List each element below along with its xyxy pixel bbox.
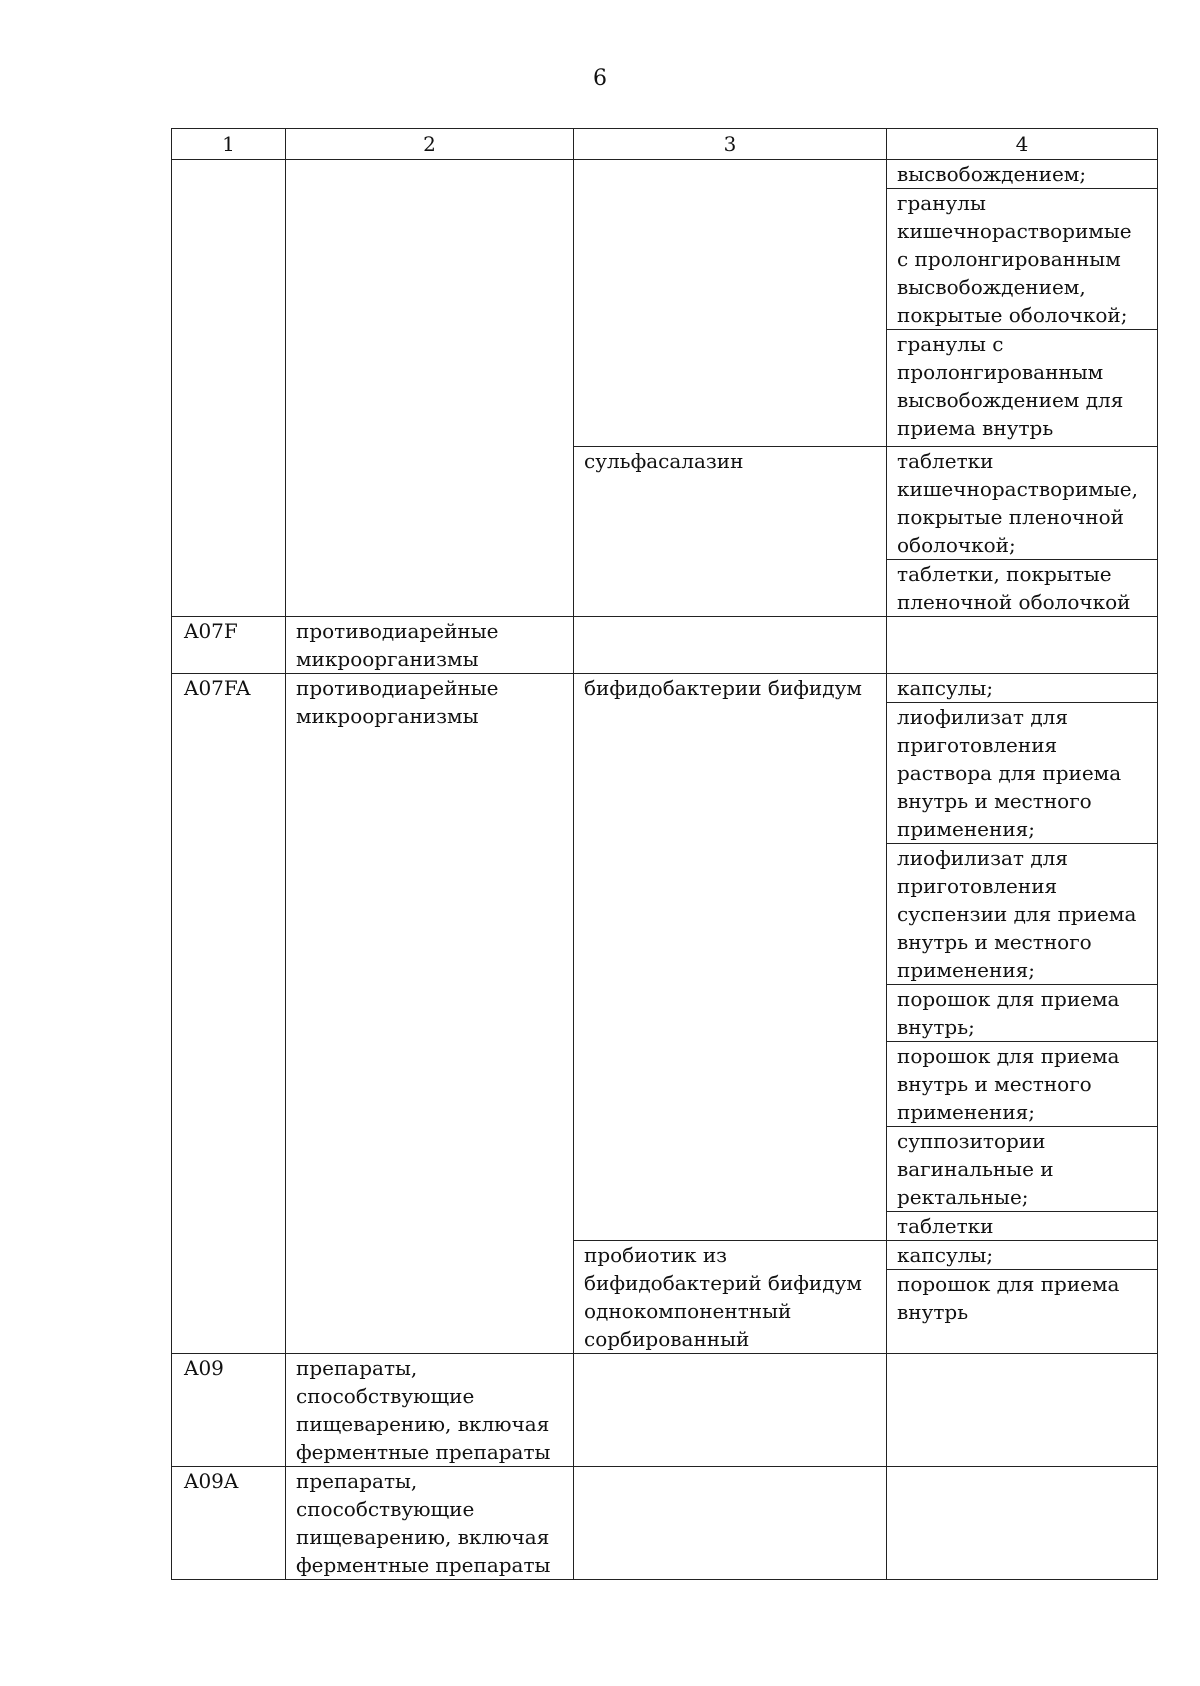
table-row [172,674,1158,1241]
group-cell [286,160,574,617]
drug-cell [574,1354,887,1467]
header-row [172,129,1158,160]
code-cell: A07FA [172,674,286,1354]
page-number: 6 [593,66,607,91]
dosage-form: таблетки кишечнорастворимые, покрытые пленочной оболочкой; [887,447,1157,560]
forms-cell [887,617,1158,674]
header-col-2: 2 [286,129,574,160]
drug-cell [574,1467,887,1580]
dosage-form: гранулы с пролонгированным высвобождением для приема внутрь [897,332,1124,440]
header-col-4: 4 [887,129,1158,160]
forms-cell [887,447,1158,617]
drug-cell: бифидобактерии бифидум [574,674,887,1241]
dosage-form: таблетки, покрытые пленочной оболочкой [897,562,1131,614]
dosage-form: суппозитории вагинальные и ректальные; [887,1127,1157,1212]
header-col-3: 3 [574,129,887,160]
forms-cell [887,160,1158,447]
forms-cell [887,1354,1158,1467]
drug-cell [574,160,887,447]
table-row [172,1467,1158,1580]
header-col-1: 1 [172,129,286,160]
dosage-form: таблетки [897,1214,994,1238]
drug-cell [574,617,887,674]
dosage-form: лиофилизат для приготовления раствора для приема внутрь и местного применения; [887,703,1157,844]
group-cell: противодиарейные микроорганизмы [286,617,574,674]
dosage-form: порошок для приема внутрь и местного применения; [887,1042,1157,1127]
code-cell [172,160,286,617]
dosage-form: лиофилизат для приготовления суспензии для приема внутрь и местного применения; [887,844,1157,985]
dosage-form: порошок для приема внутрь [897,1272,1120,1324]
group-cell: препараты, способствующие пищеварению, включая ферментные препараты [286,1467,574,1580]
dosage-form: капсулы; [887,674,1157,703]
group-cell: препараты, способствующие пищеварению, включая ферментные препараты [286,1354,574,1467]
dosage-form: гранулы кишечнорастворимые с пролонгированным высвобождением, покрытые оболочкой; [887,189,1157,330]
forms-cell [887,1241,1158,1354]
drug-cell: сульфасалазин [574,447,887,617]
drug-cell: пробиотик из бифидобактерий бифидум однокомпонентный сорбированный [574,1241,887,1354]
group-cell: противодиарейные микроорганизмы [286,674,574,1354]
dosage-form: порошок для приема внутрь; [887,985,1157,1042]
table-row [172,1354,1158,1467]
dosage-form: высвобождением; [887,160,1157,189]
code-cell: A09A [172,1467,286,1580]
code-cell: A09 [172,1354,286,1467]
forms-cell [887,1467,1158,1580]
table-row [172,160,1158,447]
table-row [172,617,1158,674]
drug-table [171,128,1158,1580]
forms-cell [887,674,1158,1241]
dosage-form: капсулы; [887,1241,1157,1270]
code-cell: A07F [172,617,286,674]
